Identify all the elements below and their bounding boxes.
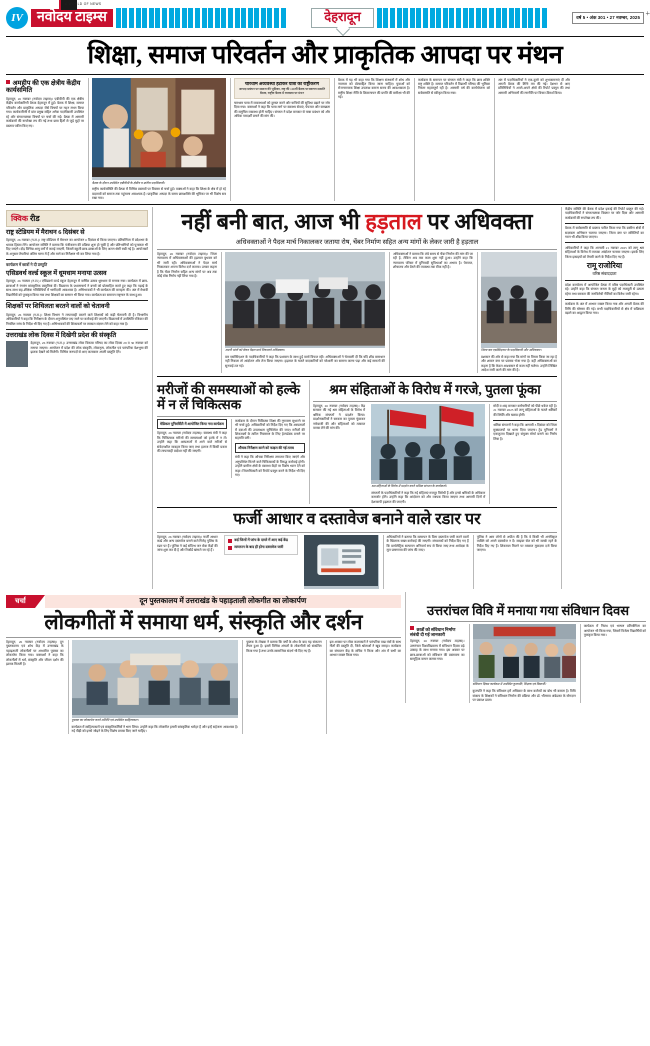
strike-col-1 xyxy=(157,252,217,373)
doctor-col-2 xyxy=(231,419,305,478)
folk-banner xyxy=(6,595,401,608)
newspaper-page xyxy=(0,3,650,1046)
doctor-body-3: मंत्री ने कहा कि औचक निरीक्षण लगातार किए जाएंगे और अनुपस्थित मिलने वाले चिकित्सकों के विरुद्ध कार्रवाई होगी। उन्होंने ग्रामीण क्षेत्रों के स्वास्थ्य केंद्रों पर विशेष ध्यान देने को कहा। जिलाधिकारी को रिपोर्ट प्रस्तुत करने के निर्देश भी दिए गए। xyxy=(235,455,305,478)
folk-body-3: पुस्तक के लेखक ने बताया कि वर्षों के शोध के बाद यह संकलन तैयार हुआ है। इसमें विभिन्न अंचलों के लोकगीतों को संकलित किया गया है तथा उनके सामाजिक संदर्भ भी दिए गए हैं। xyxy=(246,639,322,653)
right-text-1: केंद्रीय समिति की बैठक में प्रदेश इकाई की रिपोर्ट प्रस्तुत की गई। पदाधिकारियों ने संगठनात्मक विस्तार पर जोर दिया और आगामी कार्यक्रमों की रूपरेखा तय की। xyxy=(565,206,644,220)
constitution-kicker: छात्रों को संविधान निर्माण संबंधी दी गई जानकारी xyxy=(410,626,465,637)
edition-dateline: वर्ष 5 • अंक 301 • 27 नवम्बर, 2025 xyxy=(572,12,644,24)
folk-col-1 xyxy=(6,640,64,734)
lead-col-6 xyxy=(494,78,570,201)
aadhaar-photo xyxy=(304,535,378,589)
lead-photo-caption: बैठक के दौरान उपस्थित एबीवीपी के क्षेत्रीय व प्रांतीय पदाधिकारी। xyxy=(92,180,166,185)
divider xyxy=(6,637,401,638)
folk-headline: लोकगीतों में समाया धर्म, संस्कृति और दर्शन xyxy=(44,609,363,634)
labour-columns xyxy=(313,404,557,504)
brand-kicker: A WORLD OF NEWS xyxy=(65,1,102,6)
strike-col3-text: अधिवक्ताओं ने बताया कि लंबे समय से चेंबर निर्माण की मांग की जा रही है, लेकिन अब तक काम शुरू नहीं हुआ। उन्होंने कहा कि न्यायालय परिसर में बुनियादी सुविधाओं का अभाव है। पेयजल, शौचालय और बैठने की व्यवस्था तक ठीक नहीं है। xyxy=(393,251,473,270)
strike-col-3 xyxy=(389,252,473,373)
quick-read-item xyxy=(6,332,148,355)
divider xyxy=(565,280,644,281)
quick-read-headline: एसिडवर्थ वर्ल्ड स्कूल में धूमधाम मनाया उत्सव xyxy=(6,270,107,278)
aadhaar-body-2: अधिकारियों ने बताया कि सत्यापन के बिना दस्तावेज जारी करने वालों के खिलाफ सख्त कार्रवाई की जाएगी। संचालकों को निर्देश दिए गए हैं कि बायोमेट्रिक सत्यापन अनिवार्य रूप से किया जाए तथा आवेदक के मूल प्रमाणपत्र की जांच की जाए। xyxy=(386,534,469,553)
constitution-body-3: कार्यक्रम में निबंध एवं भाषण प्रतियोगिता का आयोजन भी किया गया, जिसमें विजेता विद्यार्थियों को पुरस्कृत किया गया। xyxy=(583,624,646,637)
quick-read-body: देहरादून, 26 नवम्बर (न.टा.)। शिक्षा विभाग ने लापरवाही बरतने वाले शिक्षकों को कड़ी चेतावनी दी है। विभागीय अधिकारियों ने कहा कि निरीक्षण के दौरान अनुपस्थित पाए जाने पर कार्रवाई की जाएगी। विद्यालयों में उपस्थिति रजिस्टर की नियमित जांच के निर्देश भी दिए गए हैं। अभिभावकों की शिकायतों पर तत्काल संज्ञान लेने को कहा गया है। xyxy=(6,312,148,326)
constitution-photo-caption: संविधान दिवस कार्यक्रम में उपस्थित कुलपति, शिक्षक एवं विद्यार्थी। xyxy=(472,682,547,687)
quick-read-label-2: रीड xyxy=(30,213,40,223)
edition-city-badge: देहरादून xyxy=(311,8,374,28)
aadhaar-lead: देहरादून, 26 नवम्बर (नवोदय टाइम्स)। फर्जी आधार कार्ड और अन्य दस्तावेज बनाने वाले गिरोह पुलिस के रडार पर हैं। पुलिस ने कई संदिग्ध जन सेवा केंद्रों की जांच शुरू कर दी है और रिकॉर्ड खंगाले जा रहे हैं। xyxy=(157,534,218,553)
lead-col3-box xyxy=(234,78,330,99)
divider xyxy=(565,299,644,300)
labour-sidebar: मोदी व शाह सरकार कर्मचारियों को पीछे धकेल रही है। 21 नवम्बर 2025 को लागू संहिताओं के चलते श्रमिकों की स्थिति और खराब होगी। xyxy=(493,403,557,417)
byline-role: वरिष्ठ संवाददाता xyxy=(592,271,617,277)
folk-story xyxy=(6,592,401,734)
doctor-columns xyxy=(157,419,305,478)
aadhaar-headline: फर्जी आधार व दस्तावेज बनाने वाले रडार पर xyxy=(233,511,481,529)
doctor-box-1: मेडिकल यूनिवर्सिटी में आयोजित किया गया कार्यक्रम xyxy=(157,419,227,430)
labour-body-2: संगठनों के पदाधिकारियों ने कहा कि नई संहिताएं मजदूर विरोधी हैं और इनसे श्रमिकों के अधिकार कमजोर होंगे। उन्होंने कहा कि आंदोलन को और व्यापक किया जाएगा तथा आगामी दिनों में देशव्यापी हड़ताल की जाएगी। xyxy=(371,490,486,504)
folk-col-3 xyxy=(242,640,321,734)
right-text-2: बैठक में सर्वसम्मति से प्रस्ताव पारित किया गया कि ग्रामीण क्षेत्रों में सदस्यता अभियान चलाया जाएगा। जिला स्तर पर समितियों का गठन भी शीघ्र किया जाएगा। xyxy=(565,226,644,240)
center-area xyxy=(157,207,557,589)
lead-headline: शिक्षा, समाज परिवर्तन और प्राकृतिक आपदा पर मंथन xyxy=(87,40,563,69)
labour-col-3 xyxy=(489,404,557,504)
quick-read-item xyxy=(6,262,148,297)
divider xyxy=(493,420,557,421)
lead-kicker-box: अमहीप की एक क्षेत्रीय केंद्रीय कार्यसमिति xyxy=(6,80,84,95)
lead-col-4 xyxy=(334,78,410,201)
aadhaar-columns xyxy=(157,535,557,589)
folk-lead: देहरादून, 26 नवम्बर (नवोदय टाइम्स)। दून पुस्तकालय एवं शोध केंद्र में उत्तराखंड के पहाड़ताली लोकगीतों पर आधारित पुस्तक का लोकार्पण किया गया। वक्ताओं ने कहा कि लोकगीतों में धर्म, संस्कृति और जीवन दर्शन की झलक मिलती है। xyxy=(6,639,64,667)
quick-read-body: देहरादून, 26 नवम्बर (न.टा.)। राष्ट्र स्टेडियम में मैराथन का आयोजन 6 दिसंबर से किया जाएगा। प्रतियोगिता में प्रदेशभर के धावक हिस्सा लेंगे। आयोजन समिति ने बताया कि पंजीकरण की प्रक्रिया शुरू हो चुकी है और प्रतिभागियों को पुरस्कार भी दिए जाएंगे। दौड़ विभिन्न आयु वर्गों में कराई जाएगी, जिसमें स्कूली छात्र-छात्राओं के लिए अलग श्रेणी रखी गई है। आयोजकों के अनुसार तैयारियां अंतिम चरण में हैं और मार्ग का निरीक्षण भी कर लिया गया है। xyxy=(6,238,148,256)
aadhaar-col-3 xyxy=(383,535,469,589)
quick-read-body: देहरादून, 26 नवम्बर (न.टा.)। एसिडवर्थ वर्ल्ड स्कूल देहरादून में वार्षिक उत्सव धूमधाम से मनाया गया। कार्यक्रम में छात्र-छात्राओं ने रंगारंग सांस्कृतिक प्रस्तुतियां दीं। विद्यालय के प्रधानाचार्य ने बच्चों को प्रोत्साहित करते हुए कहा कि पढ़ाई के साथ-साथ सह-शैक्षिक गतिविधियों में भागीदारी आवश्यक है। अभिभावकों ने भी कार्यक्रम की सराहना की। अंत में मेधावी विद्यार्थियों को पुरस्कृत किया गया तथा शिक्षकों का सम्मान भी किया गया। कार्यक्रम का समापन राष्ट्रगान के साथ हुआ। xyxy=(6,279,148,297)
lead-col6-text: अंत में पदाधिकारियों ने एक-दूसरे को शुभकामनाएं दीं और अगली बैठक की तिथि तय की गई। देशभर से आए प्रतिनिधियों ने अपने-अपने क्षेत्रों की रिपोर्ट प्रस्तुत की तथा आगामी अभियानों की रणनीति पर विचार-विमर्श किया। xyxy=(498,77,570,95)
quick-read-item xyxy=(6,229,148,256)
labour-col-2 xyxy=(369,404,485,504)
strike-columns xyxy=(157,252,557,373)
aadhaar-body-3: पुलिस ने आम लोगों से अपील की है कि वे किसी भी अनधिकृत व्यक्ति को अपने दस्तावेज न दें। साइबर सेल को भी सतर्क रहने के निर्देश दिए गए हैं। शिकायत मिलने पर तत्काल मुकदमा दर्ज किया जाएगा। xyxy=(476,534,558,553)
list-item: कई जिलों में जांच के दायरे में आए कई केंद्र xyxy=(228,538,294,543)
divider xyxy=(313,401,557,402)
lead-col-3 xyxy=(230,78,330,201)
divider xyxy=(157,532,557,533)
lead-bottom-rule xyxy=(6,204,644,205)
divider xyxy=(157,249,557,250)
labour-photo xyxy=(371,404,485,484)
lead-photo xyxy=(92,78,226,180)
divider xyxy=(565,242,644,243)
folk-columns xyxy=(6,640,401,734)
lead-col-2 xyxy=(88,78,226,201)
constitution-col-3 xyxy=(580,624,646,702)
lead-col2-text: राष्ट्रीय कार्यसमिति की बैठक में विभिन्न प्रस्तावों पर विस्तार से चर्चा हुई। वक्ताओं ने कहा कि शिक्षा के क्षेत्र में हो रहे बदलावों को समाज तक पहुंचाना आवश्यक है। प्राकृतिक आपदा के समय छात्रशक्ति की भूमिका पर भी विशेष सत्र रखा गया। xyxy=(92,187,226,201)
quick-read-headline: शिक्षकों पर शिथिलता बरतने वालों को चेतावनी xyxy=(6,303,110,311)
divider xyxy=(410,621,646,622)
aadhaar-photo-col xyxy=(302,535,378,589)
labour-sidebar-2: श्रमिक संगठनों ने कहा कि आगामी 3 दिसंबर को जिला मुख्यालयों पर धरना दिया जाएगा। ट्रेड यूनियनों ने एकजुटता दिखाते हुए संयुक्त मोर्चा बनाने का निर्णय लिया है। xyxy=(493,423,557,441)
constitution-lead: देहरादून, 26 नवम्बर (नवोदय टाइम्स)। उत्तरांचल विश्वविद्यालय में संविधान दिवस बड़े उत्साह के साथ मनाया गया। इस अवसर पर छात्र-छात्राओं को संविधान की प्रस्तावना का सामूहिक वाचन कराया गया। xyxy=(410,639,465,662)
divider xyxy=(157,376,557,377)
lead-story-columns xyxy=(6,78,644,201)
lead-col5-text: कार्यक्रम के समापन पर संगठन मंत्री ने कहा कि छात्र शक्ति राष्ट्र शक्ति है। समाज परिवर्तन में विद्यार्थी परिषद की भूमिका निरंतर महत्वपूर्ण रही है। आगामी वर्ष की कार्ययोजना को सर्वसम्मति से स्वीकृत किया गया। xyxy=(418,77,490,95)
doctor-story xyxy=(157,380,305,504)
right-text-5: कार्यक्रम के अंत में आभार व्यक्त किया गया और अगली बैठक की तिथि की घोषणा की गई। सभी पदाधिकारियों से क्षेत्र में सक्रियता बढ़ाने का आह्वान किया गया। xyxy=(565,302,644,316)
byline xyxy=(565,261,644,277)
lead-col3-text: चारधाम यात्रा में व्यवस्थाओं को दुरुस्त करने और यात्रियों की सुविधा बढ़ाने पर जोर दिया गया। वक्ताओं ने कहा कि यात्रा मार्ग पर स्वास्थ्य सेवाएं, पेयजल और स्वच्छता की समुचित व्यवस्था होनी चाहिए। संगठन ने प्रदेश सरकार से यात्रा प्रबंधन को और अधिक पारदर्शी बनाने की मांग की। xyxy=(234,100,330,119)
strike-col-4 xyxy=(477,252,557,373)
aadhaar-story xyxy=(157,511,557,589)
labour-headline: श्रम संहिताओं के विरोध में गरजे, पुतला फूंका xyxy=(329,381,541,397)
brand-block xyxy=(31,1,113,27)
lead-col4-text: बैठक में यह भी कहा गया कि शिक्षण संस्थानों में शोध और नवाचार को प्रोत्साहित किया जाना चाहिए। युवाओं को रोजगारपरक शिक्षा उपलब्ध कराना समय की आवश्यकता है। राष्ट्रीय शिक्षा नीति के क्रियान्वयन की प्रगति की समीक्षा भी की गई। xyxy=(338,77,410,100)
labour-photo-caption: श्रम संहिताओं के विरोध में प्रदर्शन करते श्रमिक संगठन के कार्यकर्ता। xyxy=(371,483,447,488)
folk-col-2 xyxy=(68,640,239,734)
strike-photo-caption-left: अपनी मांगों को लेकर पैदल मार्च निकालते अधिवक्ता। xyxy=(225,348,285,353)
quick-read-kicker: कार्यक्रम में छात्रों ने दी प्रस्तुति xyxy=(6,262,48,268)
right-rail xyxy=(561,207,644,589)
divider xyxy=(565,223,644,224)
masthead-rule xyxy=(6,36,644,37)
constitution-col-2 xyxy=(469,624,576,702)
lead-col3-headline: चारधाम अव्यवस्था हटाकर यात्रा का राष्ट्रीकरण xyxy=(245,81,319,87)
aadhaar-bullets-col xyxy=(222,535,298,589)
constitution-photo xyxy=(473,624,576,682)
divider xyxy=(6,329,148,330)
strike-photo-caption-right: जिला बार एसोसिएशन के पदाधिकारी और अधिवक्ता। xyxy=(481,348,542,353)
banner-arrow-icon xyxy=(35,595,45,608)
doctor-lead: देहरादून, 26 नवम्बर (नवोदय टाइम्स)। स्वास्थ्य मंत्री ने कहा कि चिकित्सक मरीजों की समस्याओं को हल्के में न लें। उन्होंने कहा कि अस्पतालों में आने वाले मरीजों से संवेदनशील व्यवहार किया जाए तथा इलाज में किसी प्रकार की लापरवाही बर्दाश्त नहीं की जाएगी। xyxy=(157,431,227,453)
strike-col2-text: बार एसोसिएशन के पदाधिकारियों ने कहा कि प्रशासन के साथ हुई वार्ता विफल रही। अधिवक्ताओं ने चेतावनी दी कि यदि शीघ्र समाधान नहीं निकला तो आंदोलन और तेज किया जाएगा। हड़ताल के चलते वादकारियों को परेशानी का सामना करना पड़ा और कई मामलों की सुनवाई टल गई। xyxy=(225,355,385,368)
quick-read-header xyxy=(6,210,148,227)
strike-photo-left xyxy=(225,252,385,348)
decorative-bars-right xyxy=(377,8,569,28)
folk-body-4: इस अवसर पर लोक कलाकारों ने पारंपरिक वाद्य यंत्रों के साथ गीतों की प्रस्तुति दी, जिसे श्रोताओं ने खूब सराहा। कार्यक्रम का संचालन केंद्र के सचिव ने किया और अंत में सभी का आभार व्यक्त किया गया। xyxy=(329,639,401,658)
lead-col-5 xyxy=(414,78,490,201)
right-text-4: प्रदेश कार्यालय में आयोजित बैठक में वरिष्ठ पदाधिकारी उपस्थित रहे। उन्होंने कहा कि संगठन जनता के मुद्दों को मजबूती से उठाता रहेगा तथा सरकार की जनविरोधी नीतियों का विरोध जारी रहेगा। xyxy=(565,283,644,296)
folk-banner-text: दून पुस्तकालय में उत्तराखंड के पहाड़ताली लोकगीत का लोकार्पण xyxy=(45,595,401,608)
labour-story xyxy=(309,380,557,504)
plus-icon: + xyxy=(645,9,650,18)
divider xyxy=(157,507,557,508)
aadhaar-col-1 xyxy=(157,535,218,589)
aadhaar-bullet-list xyxy=(224,535,298,555)
folk-photo xyxy=(72,640,239,718)
strike-subhead: अधिवक्ताओं ने पैदल मार्च निकालकर जताया रोष, चेंबर निर्माण सहित अन्य मांगों के लेकर जारी है हड़ताल xyxy=(235,238,479,246)
aadhaar-col-4 xyxy=(473,535,557,589)
bullet-icon xyxy=(228,539,232,543)
divider xyxy=(6,259,148,260)
constitution-headline: उत्तरांचल विवि में मनाया गया संविधान दिवस xyxy=(426,602,630,618)
divider xyxy=(6,300,148,301)
divider xyxy=(157,416,305,417)
strike-col-2 xyxy=(221,252,385,373)
lead-kicker-text: देहरादून, 26 नवम्बर (नवोदय टाइम्स)। एबीवीपी की एक क्षेत्रीय केंद्रीय कार्यकारिणी बैठक देहरादून में हुई। बैठक में शिक्षा, समाज परिवर्तन और प्राकृतिक आपदा जैसे विषयों पर गहन मंथन किया गया। कार्यकारिणी में प्रांत प्रमुख सहित अनेक पदाधिकारी उपस्थित रहे और संगठनात्मक विषयों पर चर्चा की गई। बैठक में आगामी कार्यक्रमों की रूपरेखा तय की गई तथा छात्र हितों से जुड़े मुद्दों पर प्रस्ताव पारित किए गए। xyxy=(6,96,84,128)
folk-banner-tag: चर्चा xyxy=(6,595,35,608)
constitution-columns xyxy=(410,624,646,702)
quick-read-body: देहरादून, 26 नवम्बर (न.टा.)। उत्तराखंड लोक विकास परिषद का लोक दिवस 29 व 30 नवम्बर को मनाया जाएगा। आयोजन में प्रदेश की लोक संस्कृति, लोकनृत्य, लोकगीत एवं पारंपरिक वेशभूषा की झलक देखने को मिलेगी। विभिन्न जनपदों से आए कलाकार अपनी प्रस्तुति देंगे। xyxy=(30,341,148,355)
person-thumbnail xyxy=(6,341,28,367)
folk-body-2: कार्यक्रम में साहित्यकारों एवं संस्कृतिकर्मियों ने भाग लिया। उन्होंने कहा कि लोकगीत हमारी सांस्कृतिक धरोहर हैं और इन्हें सहेजना आवश्यक है। नई पीढ़ी को इनसे जोड़ने के लिए विशेष प्रयास किए जाने चाहिए। xyxy=(71,724,239,734)
bottom-section xyxy=(6,592,644,734)
quick-read-rail xyxy=(6,207,148,369)
labour-lead: देहरादून, 26 नवम्बर (नवोदय टाइम्स)। केंद्र सरकार की नई श्रम संहिताओं के विरोध में श्रमिक संगठनों ने प्रदर्शन किया। प्रदर्शनकारियों ने सरकार का पुतला फूंककर नारेबाजी की और संहिताओं को तत्काल वापस लेने की मांग की। xyxy=(313,403,366,431)
quick-read-headline: उत्तराखंड लोक दिवस में दिखेगी प्रदेश की संस्कृति xyxy=(6,332,117,340)
doctor-headline: मरीजों की समस्याओं को हल्के में न लें चिकित्सक xyxy=(157,381,301,412)
decorative-bars-left xyxy=(116,8,308,28)
strike-photo-right xyxy=(481,252,557,348)
mid-row xyxy=(157,380,557,504)
strike-headline: नहीं बनी बात, आज भी हड़ताल पर अधिवक्ता xyxy=(181,208,533,234)
quick-read-headline: राष्ट्र स्टेडियम में मैराथन 6 दिसंबर से xyxy=(6,228,85,236)
list-item: सत्यापन के बाद ही होगा दस्तावेज जारी xyxy=(228,545,294,550)
right-text-3: अधिकारियों ने कहा कि आगामी 21 नवम्बर 2025 को लागू श्रम संहिताओं के विरोध में व्यापक आंदोलन चलाया जाएगा। इसके लिए जिला इकाइयों को तैयारी करने के निर्देश दिए गए हैं। xyxy=(565,245,644,259)
lead-col3-subhead: आपदा प्रबंधन पर समाज की भूमिका, राष्ट्र की 100वीं बैठक पर स्वागत सम्मति बैठक, राष्ट्रीय बैठक में व्यवस्था पर मंथन xyxy=(238,87,326,96)
labour-col-1 xyxy=(313,404,365,504)
lead-rule xyxy=(6,74,644,75)
bullet-icon xyxy=(228,546,232,550)
byline-name: रामू राजोरिया xyxy=(586,261,623,271)
folk-photo-caption: पुस्तक का लोकार्पण करते अतिथि एवं उपस्थित साहित्यकार। xyxy=(71,718,139,723)
doctor-box-2: औचक निरीक्षण करने को फाइल की गई तलब xyxy=(235,443,305,454)
constitution-body-2: कुलपति ने कहा कि संविधान हमें अधिकार के साथ कर्तव्यों का बोध भी कराता है। विधि संकाय के शिक्षकों ने संविधान निर्माण की प्रक्रिया और डॉ. भीमराव अंबेडकर के योगदान पर प्रकाश डाला। xyxy=(472,689,576,703)
main-well-split xyxy=(157,207,644,589)
strike-col4-text: प्रशासन की ओर से कहा गया कि मांगों पर विचार किया जा रहा है और शासन स्तर पर प्रस्ताव भेजा गया है। वहीं अधिवक्ताओं का कहना है कि केवल आश्वासन से काम नहीं चलेगा। उन्होंने लिखित आदेश जारी करने की मांग की है। xyxy=(481,355,557,373)
doctor-col-1 xyxy=(157,419,227,478)
lead-col-1 xyxy=(6,78,84,201)
main-well xyxy=(152,207,644,589)
folk-col-4 xyxy=(326,640,401,734)
publication-logo-icon: IV xyxy=(6,7,28,29)
quick-read-label-1: क्विक xyxy=(11,213,29,223)
constitution-story xyxy=(405,592,646,703)
doctor-body-2: कार्यक्रम के दौरान चिकित्सा शिक्षा की गुणवत्ता सुधारने पर भी चर्चा हुई। अधिकारियों को निर्देश दिए गए कि अस्पतालों में दवाओं की उपलब्धता सुनिश्चित की जाए। मरीजों की शिकायतों के त्वरित निस्तारण के लिए हेल्पडेस्क बनाने पर सहमति बनी। xyxy=(235,418,305,441)
masthead xyxy=(6,3,644,33)
brand-name: नवोदय टाइम्स xyxy=(31,9,113,27)
constitution-col-1 xyxy=(410,624,465,702)
quick-read-item xyxy=(6,303,148,326)
strike-lead: देहरादून, 26 नवम्बर (नवोदय टाइम्स)। जिला न्यायालय में अधिवक्ताओं की हड़ताल बुधवार को भी जारी रही। अधिवक्ताओं ने पैदल मार्च निकालकर अपना विरोध दर्ज कराया। उनका कहना है कि चेंबर निर्माण सहित अन्य मांगों पर अब तक कोई ठोस निर्णय नहीं लिया गया है। xyxy=(157,251,217,279)
lower-page xyxy=(6,207,644,589)
